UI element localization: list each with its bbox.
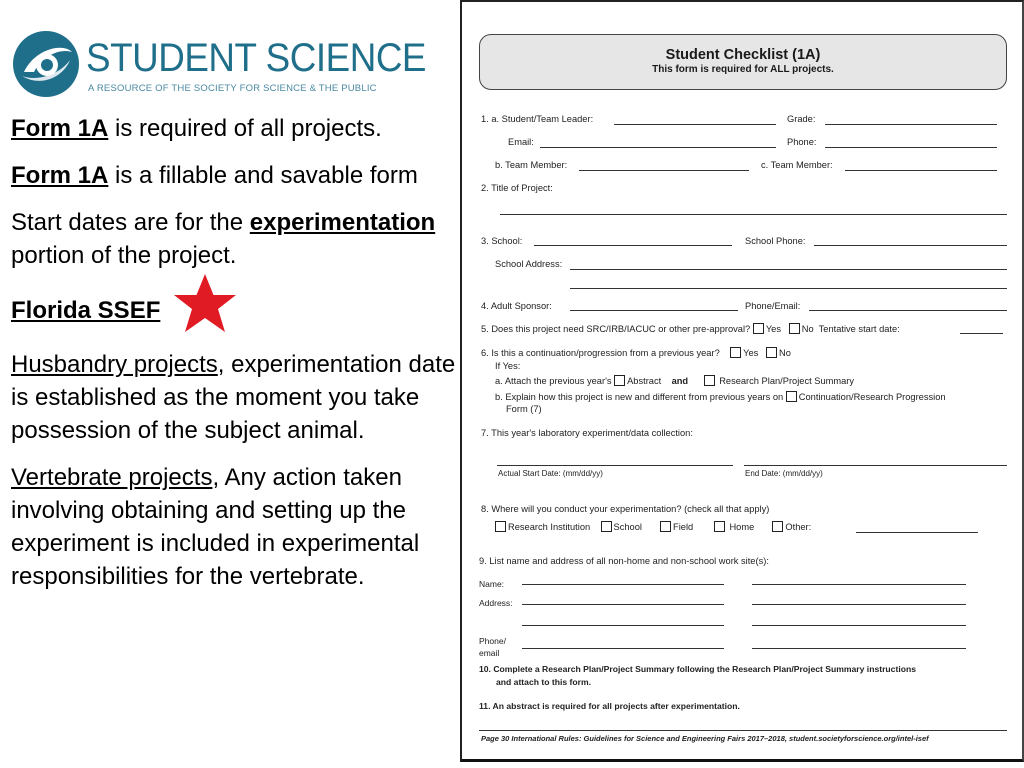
- paragraph-text: , experimentation date is established as the moment you take possession of the subject animal.: [11, 351, 456, 444]
- q5-tentative-field[interactable]: [960, 333, 1003, 334]
- q1-phone-field[interactable]: [825, 147, 997, 148]
- student-science-logo-icon: [12, 30, 80, 98]
- q7-end-field[interactable]: [744, 465, 1007, 466]
- experimentation-label: experimentation: [249, 209, 436, 236]
- husbandry-label: Husbandry projects: [11, 351, 218, 378]
- q8-home-checkbox[interactable]: [714, 521, 725, 532]
- q7-label: 7. This year's laboratory experiment/data collection:: [481, 428, 693, 438]
- q9-phone-field-2[interactable]: [752, 648, 966, 649]
- paragraph-vertebrate: [11, 461, 456, 593]
- form1a-label: Form 1A: [11, 115, 109, 142]
- q9-address-field-2[interactable]: [752, 604, 966, 605]
- q10-label: 10. Complete a Research Plan/Project Summary following the Research Plan/Project Summary instructions: [479, 664, 916, 674]
- q6-continuation-label: Continuation/Research Progression: [798, 392, 946, 402]
- q1-email-field[interactable]: [540, 147, 776, 148]
- q6-yes-checkbox[interactable]: [730, 347, 741, 358]
- q1-phone-label: Phone:: [787, 137, 817, 147]
- q1-grade-label: Grade:: [787, 114, 816, 124]
- paragraph-text: portion of the project.: [11, 242, 237, 269]
- footer-divider: [479, 730, 1007, 731]
- q8-option-label: Other:: [785, 522, 812, 532]
- q7-start-field[interactable]: [497, 465, 733, 466]
- vertebrate-label: Vertebrate projects: [11, 464, 213, 491]
- q9-name-field-1[interactable]: [522, 584, 724, 585]
- q6-plan-checkbox[interactable]: [704, 375, 715, 386]
- q8-option-label: Home: [729, 522, 755, 532]
- q9-address-field-4[interactable]: [752, 625, 966, 626]
- q8-option-label: Field: [673, 522, 694, 532]
- logo-subtitle: A RESOURCE OF THE SOCIETY FOR SCIENCE & THE PUBLIC: [88, 83, 377, 94]
- q6-abstract-label: Abstract: [627, 376, 662, 386]
- form-footer: Page 30 International Rules: Guidelines for Science and Engineering Fairs 2017–2018, student.societyforscience.org/intel-isef: [481, 734, 929, 743]
- student-checklist-form: [460, 0, 1024, 762]
- q6-no-label: No: [779, 348, 791, 358]
- q7-end-label: End Date: (mm/dd/yy): [745, 469, 823, 478]
- q10-label-2: and attach to this form.: [496, 677, 592, 687]
- form1a-label: Form 1A: [11, 162, 109, 189]
- q3-address-field-2[interactable]: [570, 288, 1007, 289]
- logo-title: STUDENT SCIENCE: [86, 36, 427, 80]
- paragraph-text: is a fillable and savable form: [108, 162, 418, 189]
- q8-field-checkbox[interactable]: [660, 521, 671, 532]
- q8-options: [495, 521, 811, 532]
- q3-school-label: 3. School:: [481, 236, 523, 246]
- q4-phone-email-label: Phone/Email:: [745, 301, 801, 311]
- q6-abstract-checkbox[interactable]: [614, 375, 625, 386]
- q3-school-field[interactable]: [534, 245, 732, 246]
- q1-grade-field[interactable]: [825, 124, 997, 125]
- form-subtitle: This form is required for ALL projects.: [652, 64, 834, 75]
- q1-team-b-label: b. Team Member:: [495, 160, 568, 170]
- q6-yes-label: Yes: [743, 348, 759, 358]
- q5-yes-checkbox[interactable]: [753, 323, 764, 334]
- paragraph-start-dates: [11, 206, 456, 272]
- q1-team-c-field[interactable]: [845, 170, 997, 171]
- q6-plan-label: Research Plan/Project Summary: [719, 376, 855, 386]
- paragraph-text: , Any action taken involving obtaining and setting up the experiment is included in experimental responsibilities for the vertebrate.: [11, 464, 420, 590]
- q3-address-field[interactable]: [570, 269, 1007, 270]
- q6-and-label: and: [671, 376, 689, 386]
- q6-a-label: a. Attach the previous year's: [495, 376, 612, 386]
- q4-phone-email-field[interactable]: [809, 310, 1007, 311]
- q1-email-label: Email:: [508, 137, 534, 147]
- q9-phone-label: Phone/: [479, 636, 506, 646]
- q6-if-yes-label: If Yes:: [495, 361, 521, 371]
- q6-a-row: [495, 375, 854, 386]
- q6-b-label: b. Explain how this project is new and different from previous years on: [495, 392, 784, 402]
- form-title: Student Checklist (1A): [665, 47, 821, 63]
- q9-address-field-1[interactable]: [522, 604, 724, 605]
- q9-email-label: email: [479, 648, 500, 658]
- q1-team-b-field[interactable]: [579, 170, 749, 171]
- q5-row: [481, 323, 900, 334]
- paragraph-text: Start dates are for the: [11, 209, 250, 236]
- q4-sponsor-label: 4. Adult Sponsor:: [481, 301, 552, 311]
- q1-student-field[interactable]: [614, 124, 776, 125]
- florida-ssef-heading: [11, 286, 456, 334]
- q8-other-field[interactable]: [856, 532, 978, 533]
- q3-address-label: School Address:: [495, 259, 563, 269]
- q5-no-label: No: [801, 324, 814, 334]
- paragraph-husbandry: [11, 348, 456, 447]
- q9-phone-field-1[interactable]: [522, 648, 724, 649]
- florida-ssef-label: Florida SSEF: [11, 296, 161, 324]
- q6-continuation-checkbox[interactable]: [786, 391, 797, 402]
- q9-address-field-3[interactable]: [522, 625, 724, 626]
- q3-school-phone-label: School Phone:: [745, 236, 806, 246]
- q5-question: 5. Does this project need SRC/IRB/IACUC or other pre-approval?: [481, 324, 751, 334]
- q5-yes-label: Yes: [765, 324, 781, 334]
- q1-student-label: 1. a. Student/Team Leader:: [481, 114, 594, 124]
- q8-research-institution-checkbox[interactable]: [495, 521, 506, 532]
- q9-name-label: Name:: [479, 579, 505, 589]
- red-star-icon: [168, 272, 242, 334]
- q8-other-checkbox[interactable]: [772, 521, 783, 532]
- q2-title-field[interactable]: [500, 214, 1007, 215]
- q6-b-row: [495, 391, 946, 402]
- form-header: [479, 34, 1007, 90]
- student-science-logo: [12, 30, 427, 100]
- q6-question: 6. Is this a continuation/progression from a previous year?: [481, 348, 720, 358]
- q11-label: 11. An abstract is required for all projects after experimentation.: [479, 701, 740, 711]
- q4-sponsor-field[interactable]: [570, 310, 738, 311]
- q8-label: 8. Where will you conduct your experimentation? (check all that apply): [481, 504, 770, 514]
- q1-team-c-label: c. Team Member:: [761, 160, 833, 170]
- q6-row: [481, 347, 791, 358]
- q8-option-label: School: [613, 522, 642, 532]
- q8-option-label: Research Institution: [508, 522, 591, 532]
- q9-name-field-2[interactable]: [752, 584, 966, 585]
- q8-school-checkbox[interactable]: [601, 521, 612, 532]
- q2-title-label: 2. Title of Project:: [481, 183, 553, 193]
- q9-label: 9. List name and address of all non-home and non-school work site(s):: [479, 556, 769, 566]
- q6-form7-label: Form (7): [506, 404, 542, 414]
- slide-body-text: [11, 112, 456, 610]
- paragraph-text: is required of all projects.: [108, 115, 382, 142]
- q7-start-label: Actual Start Date: (mm/dd/yy): [498, 469, 603, 478]
- q5-tentative-label: Tentative start date:: [818, 324, 900, 334]
- paragraph-form1a-fillable: [11, 159, 456, 192]
- q6-no-checkbox[interactable]: [766, 347, 777, 358]
- q3-school-phone-field[interactable]: [814, 245, 1007, 246]
- q5-no-checkbox[interactable]: [789, 323, 800, 334]
- paragraph-form1a-required: [11, 112, 456, 145]
- q9-address-label: Address:: [479, 598, 513, 608]
